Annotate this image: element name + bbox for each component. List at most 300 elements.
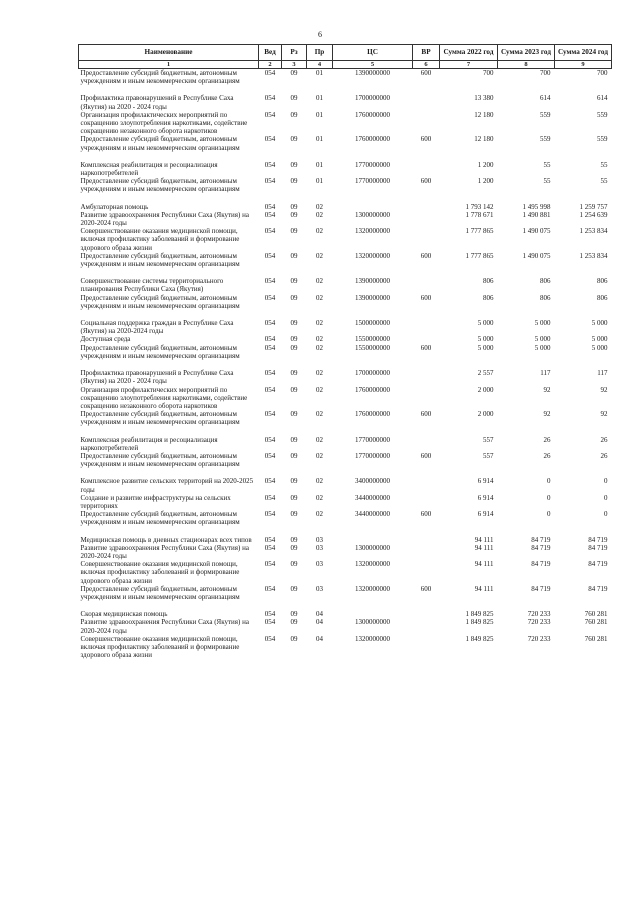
row-pr: 04 [316, 634, 323, 643]
column-index-row [79, 61, 612, 69]
row-name: Скорая медицинская помощь [80, 610, 168, 619]
table-row [79, 386, 612, 411]
row-name: Совершенствование оказания медицинской помощи, включая профилактику заболеваний и формирование здорового образа жизни [80, 634, 240, 660]
row-cs: 1300000000 [355, 543, 390, 552]
row-rz: 09 [290, 543, 298, 552]
row-pr: 02 [316, 227, 323, 236]
row-vr: 600 [420, 451, 432, 460]
row-vr: 600 [420, 410, 432, 419]
row-pr: 02 [316, 335, 323, 344]
row-ved: 054 [264, 610, 276, 619]
row-sum-2023: 5 000 [534, 319, 551, 328]
row-sum-2023: 84 719 [531, 584, 551, 593]
spacer-cell [79, 194, 612, 203]
row-pr: 02 [316, 251, 323, 260]
row-ved: 054 [264, 69, 276, 77]
table-row [79, 510, 612, 526]
row-name: Профилактика правонарушений в Республике Саха (Якутия) на 2020 - 2024 годы [80, 94, 234, 111]
row-rz: 09 [290, 618, 298, 627]
row-vr: 600 [420, 69, 432, 77]
row-sum-2023: 84 719 [531, 535, 551, 544]
row-rz: 09 [290, 319, 298, 328]
row-sum-2024: 5 000 [591, 343, 608, 352]
row-sum-2022: 1 200 [477, 177, 494, 186]
table-row [79, 544, 612, 560]
row-pr: 04 [316, 610, 323, 619]
row-sum-2022: 5 000 [477, 319, 494, 328]
row-sum-2024: 0 [604, 477, 608, 486]
row-rz: 09 [290, 634, 298, 643]
row-sum-2022: 13 380 [474, 94, 494, 103]
row-ved: 054 [264, 435, 276, 444]
row-rz: 09 [290, 435, 298, 444]
row-rz: 09 [290, 94, 298, 103]
row-sum-2024: 806 [597, 277, 608, 286]
row-vr [413, 94, 440, 110]
row-sum-2022: 557 [483, 435, 494, 444]
row-vr [413, 544, 440, 560]
table-row [79, 585, 612, 601]
row-rz: 09 [290, 610, 298, 619]
row-cs: 1700000000 [355, 94, 390, 103]
row-pr: 02 [316, 369, 323, 378]
row-name: Доступная среда [80, 335, 131, 344]
table-row [79, 252, 612, 268]
table-row [79, 94, 612, 110]
row-pr: 03 [316, 535, 323, 544]
row-pr: 01 [316, 135, 323, 144]
column-index: 9 [555, 61, 612, 69]
row-sum-2023: 26 [543, 435, 551, 444]
row-sum-2024: 5 000 [591, 319, 608, 328]
row-sum-2022: 1 849 825 [465, 618, 494, 627]
row-rz: 09 [290, 535, 298, 544]
row-sum-2022: 1 849 825 [465, 634, 494, 643]
row-sum-2023: 26 [543, 451, 551, 460]
row-pr: 02 [316, 277, 323, 286]
row-pr: 02 [316, 385, 323, 394]
column-index: 5 [333, 61, 413, 69]
row-sum-2022: 12 180 [474, 135, 494, 144]
table-row [79, 635, 612, 660]
row-cs: 1300000000 [355, 210, 390, 219]
row-vr: 600 [420, 251, 432, 260]
spacer-cell [79, 85, 612, 94]
row-sum-2022: 557 [483, 451, 494, 460]
row-name: Медицинская помощь в дневных стационарах всех типов [80, 535, 252, 544]
spacer-cell [79, 268, 612, 277]
row-vr [413, 211, 440, 227]
row-name: Предоставление субсидий бюджетным, автономным учреждениям и иным некоммерческим организациям [80, 135, 240, 152]
row-pr: 02 [316, 477, 323, 486]
row-ved: 054 [264, 135, 276, 144]
column-header: Сумма 2023 год [498, 45, 555, 61]
row-ved: 054 [264, 335, 276, 344]
row-ved: 054 [264, 160, 276, 169]
row-ved: 054 [264, 251, 276, 260]
row-cs [333, 536, 413, 544]
row-sum-2024: 5 000 [591, 335, 608, 344]
row-ved: 054 [264, 584, 276, 593]
row-rz: 09 [290, 477, 298, 486]
row-ved: 054 [264, 210, 276, 219]
row-vr [413, 319, 440, 335]
row-sum-2022: 2 000 [477, 385, 494, 394]
row-vr [413, 477, 440, 493]
row-pr: 02 [316, 493, 323, 502]
row-cs: 3400000000 [355, 477, 390, 486]
row-sum-2024: 117 [597, 369, 608, 378]
row-rz: 09 [290, 343, 298, 352]
column-header: Наименование [79, 45, 259, 61]
column-header: ЦС [333, 45, 413, 61]
row-name: Предоставление субсидий бюджетным, автономным учреждениям и иным некоммерческим организациям [80, 293, 240, 310]
row-ved: 054 [264, 110, 276, 119]
column-index: 2 [259, 61, 282, 69]
table-row [79, 161, 612, 177]
row-cs: 1320000000 [355, 634, 390, 643]
table-row [79, 536, 612, 544]
row-sum-2023: 92 [543, 410, 551, 419]
table-body [79, 69, 612, 660]
column-header: Пр [307, 45, 333, 61]
table-row [79, 436, 612, 452]
table-row [79, 344, 612, 360]
row-cs: 1320000000 [355, 227, 390, 236]
spacer-cell [79, 427, 612, 436]
row-cs: 1760000000 [355, 410, 390, 419]
row-sum-2023: 55 [543, 160, 551, 169]
row-name: Организация профилактических мероприятий по сокращению злоупотребления наркотиками, содействие сокращению незаконного оборота наркотиков [80, 385, 248, 410]
row-sum-2022: 1 849 825 [465, 610, 494, 619]
row-name: Развитие здравоохранения Республики Саха (Якутия) на 2020-2024 годы [80, 618, 249, 635]
column-index: 1 [79, 61, 259, 69]
row-sum-2024: 1 253 834 [579, 227, 608, 236]
row-name: Профилактика правонарушений в Республике Саха (Якутия) на 2020 - 2024 годы [80, 369, 234, 386]
row-sum-2023: 55 [543, 177, 551, 186]
row-sum-2024: 1 253 834 [579, 251, 608, 260]
row-name: Развитие здравоохранения Республики Саха (Якутия) на 2020-2024 годы [80, 543, 249, 560]
table-header-row [79, 45, 612, 61]
row-pr: 02 [316, 319, 323, 328]
column-header: Сумма 2024 год [555, 45, 612, 61]
row-rz: 09 [290, 335, 298, 344]
spacer-cell [79, 152, 612, 161]
row-sum-2023: 0 [547, 493, 551, 502]
row-vr [413, 618, 440, 634]
row-sum-2024: 84 719 [588, 560, 608, 569]
row-ved: 054 [264, 369, 276, 378]
row-sum-2024: 760 281 [584, 618, 608, 627]
row-ved: 054 [264, 277, 276, 286]
row-sum-2023: 1 490 075 [522, 251, 551, 260]
row-spacer [79, 194, 612, 203]
row-sum-2023: 720 233 [527, 618, 551, 627]
column-index: 4 [307, 61, 333, 69]
row-rz: 09 [290, 135, 298, 144]
row-ved: 054 [264, 451, 276, 460]
row-name: Предоставление субсидий бюджетным, автономным учреждениям и иным некоммерческим организациям [80, 410, 240, 427]
row-vr: 600 [420, 135, 432, 144]
row-sum-2024: 26 [600, 451, 608, 460]
row-cs [333, 610, 413, 618]
row-spacer [79, 85, 612, 94]
row-vr [413, 436, 440, 452]
table-row [79, 618, 612, 634]
row-sum-2023: 806 [540, 277, 551, 286]
column-index: 6 [413, 61, 440, 69]
row-vr: 600 [420, 510, 432, 519]
row-sum-2022: 5 000 [477, 343, 494, 352]
row-sum-2022: 94 111 [474, 543, 494, 552]
row-pr: 02 [316, 435, 323, 444]
row-ved: 054 [264, 227, 276, 236]
row-sum-2022: 1 777 865 [465, 227, 494, 236]
row-sum-2024: 559 [597, 110, 608, 119]
row-name: Совершенствование оказания медицинской помощи, включая профилактику заболеваний и формирование здорового образа жизни [80, 227, 240, 252]
row-rz: 09 [290, 202, 298, 211]
row-cs [333, 203, 413, 211]
row-sum-2023: 700 [540, 69, 551, 77]
table-row [79, 410, 612, 426]
row-vr: 600 [420, 584, 432, 593]
row-pr: 01 [316, 69, 323, 77]
row-cs: 1760000000 [355, 110, 390, 119]
row-ved: 054 [264, 493, 276, 502]
row-cs: 1760000000 [355, 385, 390, 394]
row-rz: 09 [290, 493, 298, 502]
row-vr [413, 386, 440, 411]
row-sum-2023: 559 [540, 135, 551, 144]
row-rz: 09 [290, 451, 298, 460]
row-name: Комплексное развитие сельских территорий на 2020-2025 годы [80, 477, 254, 494]
row-pr: 02 [316, 410, 323, 419]
row-name: Организация профилактических мероприятий по сокращению злоупотребления наркотиками, содействие сокращению незаконного оборота наркотиков [80, 110, 248, 136]
row-sum-2024: 760 281 [584, 610, 608, 619]
row-sum-2022: 1 778 671 [465, 210, 494, 219]
row-spacer [79, 427, 612, 436]
row-sum-2022: 94 111 [474, 560, 494, 569]
column-index: 3 [282, 61, 307, 69]
row-rz: 09 [290, 410, 298, 419]
row-name: Создание и развитие инфраструктуры на сельских территориях [80, 493, 231, 510]
row-name: Комплексная реабилитация и ресоциализация наркопотребителей [80, 160, 218, 178]
row-rz: 09 [290, 227, 298, 236]
row-sum-2024: 55 [600, 177, 608, 186]
row-ved: 054 [264, 543, 276, 552]
row-cs: 1550000000 [355, 335, 390, 344]
row-sum-2023: 1 490 881 [522, 210, 551, 219]
row-sum-2022: 2 000 [477, 410, 494, 419]
row-rz: 09 [290, 110, 298, 119]
row-sum-2022: 700 [483, 69, 494, 77]
row-ved: 054 [264, 177, 276, 186]
table-row [79, 111, 612, 136]
row-rz: 09 [290, 560, 298, 569]
row-rz: 09 [290, 69, 298, 77]
table-row [79, 369, 612, 385]
row-name: Амбулаторная помощь [80, 202, 149, 211]
column-header: Сумма 2022 год [440, 45, 498, 61]
row-pr: 02 [316, 210, 323, 219]
row-name: Социальная поддержка граждан в Республике Саха (Якутия) на 2020-2024 годы [80, 319, 234, 336]
row-sum-2024: 84 719 [588, 584, 608, 593]
row-vr [413, 536, 440, 544]
table-row [79, 294, 612, 310]
row-spacer [79, 468, 612, 477]
row-spacer [79, 360, 612, 369]
row-sum-2023: 1 495 998 [522, 202, 551, 211]
row-ved: 054 [264, 293, 276, 302]
table-row [79, 277, 612, 293]
row-pr: 01 [316, 160, 323, 169]
spacer-cell [79, 468, 612, 477]
table-row [79, 203, 612, 211]
row-sum-2023: 5 000 [534, 335, 551, 344]
row-pr: 02 [316, 451, 323, 460]
row-vr [413, 203, 440, 211]
table-row [79, 610, 612, 618]
row-ved: 054 [264, 385, 276, 394]
column-header: Вед [259, 45, 282, 61]
row-cs: 3440000000 [355, 493, 390, 502]
row-rz: 09 [290, 385, 298, 394]
row-pr: 04 [316, 618, 323, 627]
row-cs: 1390000000 [355, 277, 390, 286]
row-name: Комплексная реабилитация и ресоциализация наркопотребителей [80, 435, 218, 452]
row-pr: 02 [316, 510, 323, 519]
row-ved: 054 [264, 634, 276, 643]
row-name: Предоставление субсидий бюджетным, автономным учреждениям и иным некоммерческим организациям [80, 69, 240, 86]
row-sum-2022: 5 000 [477, 335, 494, 344]
row-ved: 054 [264, 343, 276, 352]
row-cs: 1770000000 [355, 160, 390, 169]
row-sum-2024: 1 254 639 [579, 210, 608, 219]
row-cs: 1770000000 [355, 451, 390, 460]
row-sum-2023: 720 233 [527, 610, 551, 619]
row-sum-2024: 700 [597, 69, 608, 77]
row-sum-2023: 1 490 075 [522, 227, 551, 236]
row-spacer [79, 527, 612, 536]
row-cs: 1550000000 [355, 343, 390, 352]
spacer-cell [79, 360, 612, 369]
row-sum-2022: 94 111 [474, 535, 494, 544]
row-cs: 1390000000 [355, 69, 390, 77]
row-ved: 054 [264, 94, 276, 103]
row-sum-2023: 84 719 [531, 543, 551, 552]
spacer-cell [79, 601, 612, 610]
row-sum-2024: 806 [597, 293, 608, 302]
row-ved: 054 [264, 535, 276, 544]
row-name: Совершенствование системы территориального планирования Республики Саха (Якутия) [80, 277, 224, 294]
row-vr [413, 111, 440, 136]
column-index: 7 [440, 61, 498, 69]
row-name: Предоставление субсидий бюджетным, автономным учреждениям и иным некоммерческим организациям [80, 510, 240, 527]
row-cs: 1770000000 [355, 177, 390, 186]
row-sum-2022: 6 914 [477, 493, 494, 502]
row-spacer [79, 268, 612, 277]
row-sum-2022: 2 557 [477, 369, 494, 378]
row-name: Предоставление субсидий бюджетным, автономным учреждениям и иным некоммерческим организациям [80, 584, 240, 601]
row-cs: 1320000000 [355, 560, 390, 569]
row-sum-2024: 0 [604, 493, 608, 502]
row-sum-2022: 1 200 [477, 160, 494, 169]
spacer-cell [79, 527, 612, 536]
row-vr [413, 369, 440, 385]
column-index: 8 [498, 61, 555, 69]
row-ved: 054 [264, 477, 276, 486]
row-sum-2022: 1 777 865 [465, 251, 494, 260]
table-row [79, 69, 612, 86]
row-cs: 1500000000 [355, 319, 390, 328]
table-row [79, 135, 612, 151]
row-sum-2022: 1 793 142 [465, 202, 494, 211]
row-ved: 054 [264, 510, 276, 519]
row-sum-2024: 0 [604, 510, 608, 519]
row-sum-2022: 806 [483, 293, 494, 302]
row-cs: 3440000000 [355, 510, 390, 519]
budget-table [78, 44, 612, 659]
spacer-cell [79, 310, 612, 319]
row-sum-2024: 760 281 [584, 634, 608, 643]
row-ved: 054 [264, 319, 276, 328]
row-cs: 1700000000 [355, 369, 390, 378]
row-cs: 1390000000 [355, 293, 390, 302]
row-pr: 02 [316, 202, 323, 211]
row-pr: 01 [316, 110, 323, 119]
row-sum-2024: 92 [600, 410, 608, 419]
row-name: Предоставление субсидий бюджетным, автономным учреждениям и иным некоммерческим организациям [80, 177, 240, 194]
row-spacer [79, 310, 612, 319]
row-name: Предоставление субсидий бюджетным, автономным учреждениям и иным некоммерческим организациям [80, 451, 240, 469]
row-vr [413, 560, 440, 585]
row-rz: 09 [290, 584, 298, 593]
row-cs: 1320000000 [355, 251, 390, 260]
row-pr: 03 [316, 543, 323, 552]
row-sum-2024: 559 [597, 135, 608, 144]
row-vr [413, 635, 440, 660]
row-vr [413, 610, 440, 618]
row-ved: 054 [264, 202, 276, 211]
row-sum-2024: 55 [600, 160, 608, 169]
row-name: Развитие здравоохранения Республики Саха (Якутия) на 2020-2024 годы [80, 210, 249, 228]
row-sum-2023: 92 [543, 385, 551, 394]
row-sum-2023: 806 [540, 293, 551, 302]
row-name: Предоставление субсидий бюджетным, автономным учреждениям и иным некоммерческим организациям [80, 343, 240, 360]
row-sum-2023: 720 233 [527, 634, 551, 643]
row-vr [413, 494, 440, 510]
row-sum-2023: 5 000 [534, 343, 551, 352]
table-row [79, 560, 612, 585]
row-spacer [79, 601, 612, 610]
row-vr [413, 277, 440, 293]
table-row [79, 227, 612, 252]
row-sum-2024: 26 [600, 435, 608, 444]
row-rz: 09 [290, 510, 298, 519]
row-sum-2022: 6 914 [477, 510, 494, 519]
row-vr [413, 227, 440, 252]
row-cs: 1760000000 [355, 135, 390, 144]
row-sum-2023: 117 [540, 369, 551, 378]
row-sum-2023: 559 [540, 110, 551, 119]
row-ved: 054 [264, 560, 276, 569]
table-row [79, 319, 612, 335]
row-name: Совершенствование оказания медицинской помощи, включая профилактику заболеваний и формирование здорового образа жизни [80, 560, 240, 585]
table-row [79, 477, 612, 493]
column-header: Рз [282, 45, 307, 61]
row-sum-2023: 0 [547, 510, 551, 519]
row-vr [413, 335, 440, 343]
